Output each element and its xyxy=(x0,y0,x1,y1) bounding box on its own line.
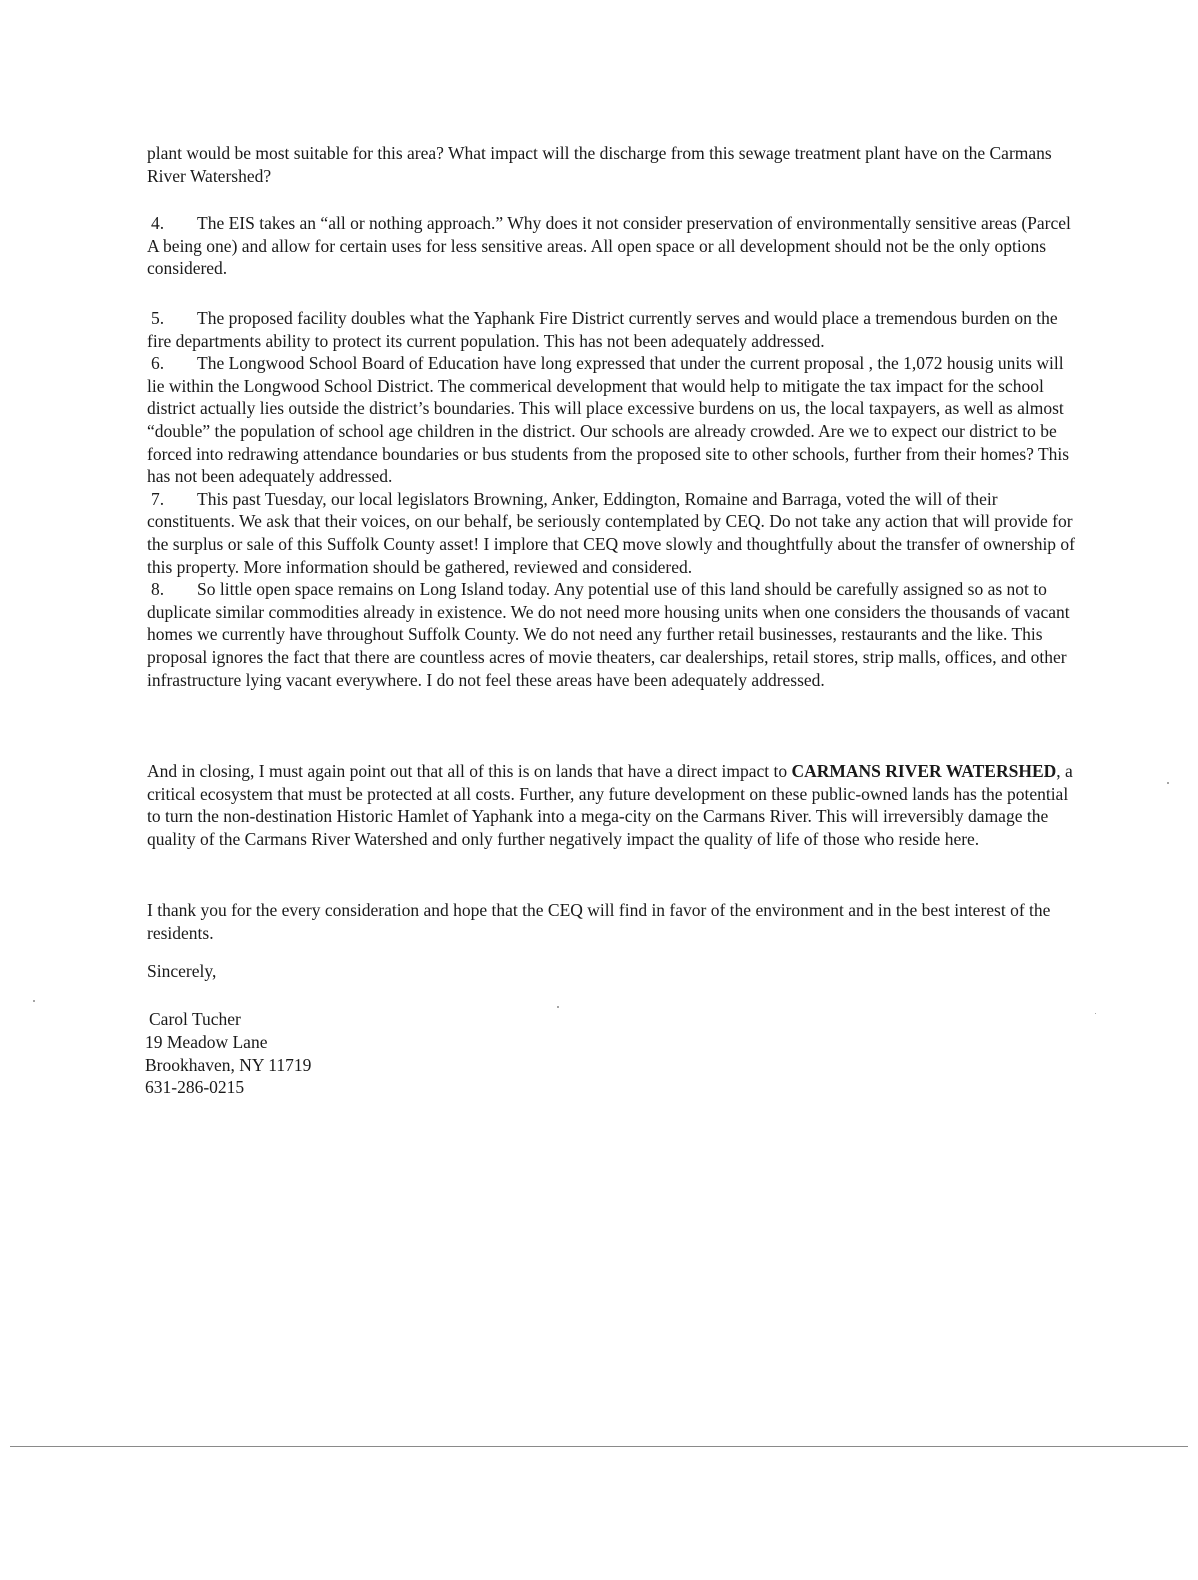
scan-speck xyxy=(1095,1013,1096,1014)
item-7 xyxy=(147,488,1082,578)
signature-city: Brookhaven, NY 11719 xyxy=(145,1054,312,1075)
item-4 xyxy=(147,212,1082,280)
scan-speck xyxy=(557,1006,559,1008)
intro-text: plant would be most suitable for this area? What impact will the discharge from this sewage treatment plant have on the Carmans River Watershed? xyxy=(147,143,1052,186)
signature-phone: 631-286-0215 xyxy=(145,1077,245,1098)
item-text: So little open space remains on Long Island today. Any potential use of this land should be carefully assigned so as not to duplicate similar commodities already in existence. We do not need more housing units when one considers the thousands of vacant homes we currently have throughout Suffolk County. We do not need any further retail businesses, restaurants and the like. This proposal ignores the fact that there are countless acres of movie theaters, car dealerships, retail stores, strip malls, offices, and other infrastructure lying vacant everywhere. I do not feel these areas have been adequately addressed. xyxy=(147,579,1070,690)
watershed-emphasis: CARMANS RIVER WATERSHED xyxy=(791,761,1057,781)
closing-paragraph xyxy=(147,760,1082,850)
item-number: 5. xyxy=(151,308,165,328)
item-number: 6. xyxy=(151,353,165,374)
item-text: The Longwood School Board of Education have long expressed that under the current proposal , the 1,072 housig units will lie within the Longwood School District. The commerical development that would help to mitigate the tax impact for the school district actually lies outside the district’s boundaries. This will place excessive burdens on us, the local taxpayers, as well as almost “double” the population of school age children in the district. Our schools are already crowded. Are we to expect our district to be forced into redrawing attendance boundaries or bus students from the proposed site to other schools, further from their homes? This has not been adequately addressed. xyxy=(147,353,1070,487)
item-5 xyxy=(147,307,1082,352)
item-8 xyxy=(147,578,1082,691)
item-text: The proposed facility doubles what the Yaphank Fire District currently serves and would place a tremendous burden on the fire departments ability to protect its current population. This has not been adequately addressed. xyxy=(147,308,1058,351)
thanks-paragraph xyxy=(147,899,1082,944)
item-text: The EIS takes an “all or nothing approach.” Why does it not consider preservation of environmentally sensitive areas (Parcel A being one) and allow for certain uses for less sensitive areas. All open space or all development should not be the only options considered. xyxy=(147,213,1071,279)
item-number: 4. xyxy=(151,213,165,233)
item-number: 7. xyxy=(151,488,165,509)
item-6 xyxy=(147,352,1082,488)
signature-name: Carol Tucher xyxy=(149,1009,241,1029)
closing-text-before: And in closing, I must again point out that all of this is on lands that have a direct impact to xyxy=(147,761,792,781)
scan-speck xyxy=(1167,782,1169,784)
items-list xyxy=(147,307,1082,691)
scan-speck xyxy=(33,1000,35,1002)
bottom-rule xyxy=(10,1446,1188,1447)
intro-paragraph xyxy=(147,142,1082,187)
item-text: This past Tuesday, our local legislators Browning, Anker, Eddington, Romaine and Barraga, voted the will of their constituents. We ask that their voices, on our behalf, be seriously contemplated by CEQ. Do not take any action that will provide for the surplus or sale of this Suffolk County asset! I implore that CEQ move slowly and thoughtfully about the transfer of ownership of this property. More information should be gathered, reviewed and considered. xyxy=(147,488,1076,577)
closing-text-after: , a critical ecosystem that must be protected at all costs. Further, any future development on these public-owned lands has the potential to turn the non-destination Historic Hamlet of Yaphank into a mega-city on the Carmans River. This will irreversibly damage the quality of the Carmans River Watershed and only further negatively impact the quality of life of those who reside here. xyxy=(147,761,1073,849)
signature-street: 19 Meadow Lane xyxy=(145,1031,268,1052)
item-number: 8. xyxy=(151,579,165,600)
thanks-text: I thank you for the every consideration and hope that the CEQ will find in favor of the environment and in the best interest of the residents. xyxy=(147,900,1051,943)
signature-block xyxy=(145,1008,1080,1099)
signoff: Sincerely, xyxy=(147,961,217,981)
